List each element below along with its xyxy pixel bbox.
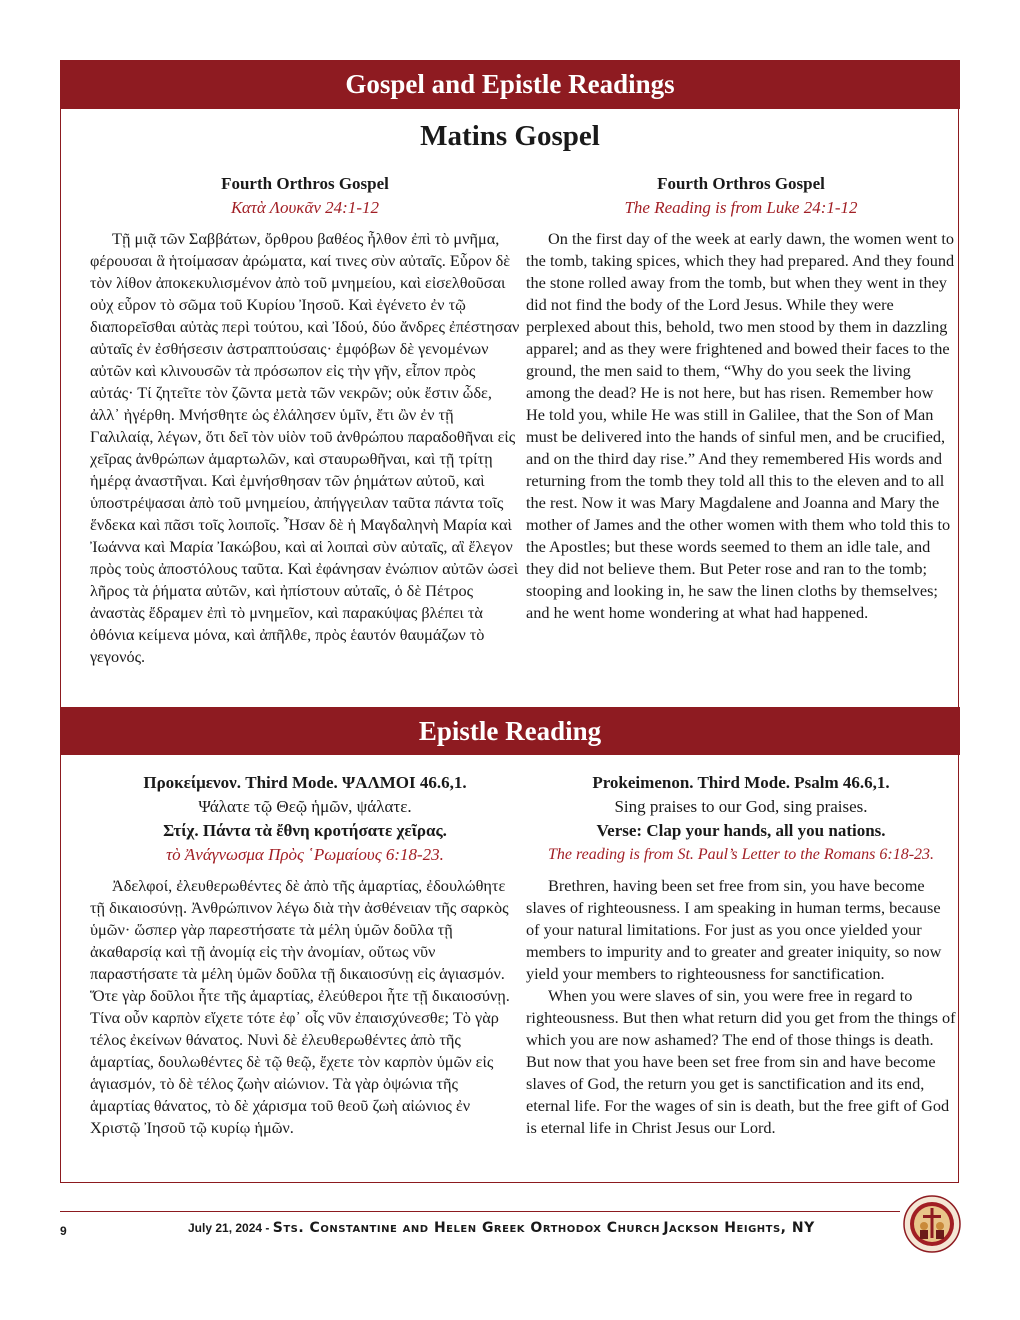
epistle-english-body-paragraph-1: Brethren, having been set free from sin, you have become slaves of righteousness. I am speaking in human terms, because of your natural limitations. For just as you once yielded your members to impurity and to greater and greater iniquity, so now yield your members to righteousness for sanctification. <box>526 876 942 983</box>
matins-gospel-title: Matins Gospel <box>420 120 600 152</box>
epistle-english-column <box>526 771 956 1139</box>
matins-greek-column <box>90 172 520 668</box>
footer-rule <box>60 1211 900 1212</box>
footer-location: Jackson Heights, NY <box>663 1220 815 1236</box>
epistle-english-reading-ref: The reading is from St. Paul’s Letter to the Romans 6:18-23. <box>547 846 935 863</box>
page-number: 9 <box>60 1224 67 1238</box>
matins-greek-subheading: Κατὰ Λουκᾶν 24:1-12 <box>231 198 379 217</box>
epistle-english-psalm-line: Sing praises to our God, sing praises. <box>614 797 868 816</box>
footer-line <box>188 1220 815 1236</box>
epistle-english-verse: Verse: Clap your hands, all you nations. <box>596 821 886 840</box>
section-banner-gospel-epistle: Gospel and Epistle Readings <box>60 60 960 109</box>
matins-english-column <box>526 172 956 624</box>
matins-greek-body: Τῇ μιᾷ τῶν Σαββάτων, ὄρθρου βαθέος ἦλθον ἐπὶ τὸ μνῆμα, φέρουσαι ἃ ἡτοίμασαν ἀρώματα, καί τινες σὺν αὐταῖς. Εὗρον δὲ τὸν λίθον ἀποκεκυλισμένον ἀπὸ τοῦ μνημείου, καὶ εἰσελθοῦσαι οὐχ εὗρον τὸ σῶμα τοῦ Κυρίου Ἰησοῦ. Καὶ ἐγένετο ἐν τῷ διαπορεῖσθαι αὐτὰς περὶ τούτου, καὶ Ἰδού, δύο ἄνδρες ἐπέστησαν αὐταῖς ἐν ἐσθήσεσιν ἀστραπτούσαις· ἐμφόβων δὲ γενομένων αὐτῶν καὶ κλινουσῶν τὰ πρόσωπον εἰς τὴν γῆν, εἶπον πρὸς αὐτάς· Τί ζητεῖτε τὸν ζῶντα μετὰ τῶν νεκρῶν; οὐκ ἔστιν ὧδε, ἀλλ᾽ ἠγέρθη. Μνήσθητε ὡς ἐλάλησεν ὑμῖν, ἔτι ὢν ἐν τῇ Γαλιλαίᾳ, λέγων, ὅτι δεῖ τὸν υἱὸν τοῦ ἀνθρώπου παραδοθῆναι εἰς χεῖρας ἀνθρώπων ἁμαρτωλῶν, καὶ σταυρωθῆναι, καὶ τῇ τρίτῃ ἡμέρᾳ ἀναστῆναι. Καὶ ἐμνήσθησαν τῶν ῥημάτων αὐτοῦ, καὶ ὑποστρέψασαι ἀπὸ τοῦ μνημείου, ἀπήγγειλαν ταῦτα πάντα τοῖς ἕνδεκα καὶ πᾶσι τοῖς λοιποῖς. Ἦσαν δὲ ἡ Μαγδαληνὴ Μαρία καὶ Ἰωάννα καὶ Μαρία Ἰακώβου, καὶ αἱ λοιπαὶ σὺν αὐταῖς, αἳ ἔλεγον πρὸς τοὺς ἀποστόλους ταῦτα. Καὶ ἐφάνησαν ἐνώπιον αὐτῶν ὡσεὶ λῆρος τὰ ῥήματα αὐτῶν, καὶ ἠπίστουν αὐταῖς, ὁ δὲ Πέτρος ἀναστὰς ἔδραμεν ἐπὶ τὸ μνημεῖον, καὶ παρακύψας βλέπει τὰ ὀθόνια κείμενα μόνα, καὶ ἀπῆλθε, πρὸς ἑαυτόν θαυμάζων τὸ γεγονός. <box>90 229 520 666</box>
footer-date: July 21, 2024 <box>188 1221 263 1235</box>
epistle-greek-psalm-line: Ψάλατε τῷ Θεῷ ἡμῶν, ψάλατε. <box>198 797 412 816</box>
epistle-greek-verse: Στίχ. Πάντα τὰ ἔθνη κροτήσατε χεῖρας. <box>163 821 447 840</box>
epistle-english-prokeimenon: Prokeimenon. Third Mode. Psalm 46.6,1. <box>592 773 890 792</box>
epistle-greek-column <box>90 771 520 1139</box>
matins-english-body: On the first day of the week at early dawn, the women went to the tomb, taking spices, which they had prepared. And they found the stone rolled away from the tomb, but when they went in they did not find the body of the Lord Jesus. While they were perplexed about this, behold, two men stood by them in dazzling apparel; and as they were frightened and bowed their faces to the ground, the men said to them, “Why do you seek the living among the dead? He is not here, but has risen. Remember how He told you, while He was still in Galilee, that the Son of Man must be delivered into the hands of sinful men, and be crucified, and on the third day rise.” And they remembered His words and returning from the tomb they told all this to the eleven and to all the rest. Now it was Mary Magdalene and Joanna and Mary the mother of James and the other women with them who told this to the Apostles; but these words seemed to them an idle tale, and they did not believe them. But Peter rose and ran to the tomb; stooping and looking in, he saw the linen cloths by themselves; and he went home wondering at what had happened. <box>526 229 955 622</box>
epistle-greek-reading-ref: τὸ Ἀνάγνωσμα Πρὸς ῾Ρωμαίους 6:18-23. <box>166 845 444 864</box>
epistle-english-body-paragraph-2: When you were slaves of sin, you were free in regard to righteousness. But then what return did you get from the things of which you are now ashamed? The end of those things is death. But now that you have been set free from sin and have become slaves of God, the return you get is sanctification and its end, eternal life. For the wages of sin is death, but the free gift of God is eternal life in Christ Jesus our Lord. <box>526 986 956 1137</box>
matins-english-heading: Fourth Orthros Gospel <box>657 174 825 193</box>
church-seal-icon <box>903 1195 961 1253</box>
epistle-greek-prokeimenon: Προκείμενον. Third Mode. ΨΑΛΜΟΙ 46.6,1. <box>143 773 467 792</box>
matins-greek-heading: Fourth Orthros Gospel <box>221 174 389 193</box>
footer-separator: - <box>265 1221 270 1235</box>
epistle-greek-body: Ἀδελφοί, ἐλευθερωθέντες δὲ ἀπὸ τῆς ἁμαρτίας, ἐδουλώθητε τῇ δικαιοσύνῃ. Ἀνθρώπινον λέγω διὰ τὴν ἀσθένειαν τῆς σαρκὸς ὑμῶν· ὥσπερ γὰρ παρεστήσατε τὰ μέλη ὑμῶν δοῦλα τῇ ἀκαθαρσίᾳ καὶ τῇ ἀνομίᾳ εἰς τὴν ἀνομίαν, οὕτως νῦν παραστήσατε τὰ μέλη ὑμῶν δοῦλα τῇ δικαιοσύνῃ εἰς ἁγιασμόν. Ὅτε γὰρ δοῦλοι ἦτε τῆς ἁμαρτίας, ἐλεύθεροι ἦτε τῇ δικαιοσύνῃ. Τίνα οὖν καρπὸν εἴχετε τότε ἐφ᾽ οἷς νῦν ἐπαισχύνεσθε; Τὸ γὰρ τέλος ἐκείνων θάνατος. Νυνὶ δὲ ἐλευθερωθέντες ἀπὸ τῆς ἁμαρτίας, δουλωθέντες δὲ τῷ θεῷ, ἔχετε τὸν καρπὸν ὑμῶν εἰς ἁγιασμόν, τὸ δὲ τέλος ζωὴν αἰώνιον. Τὰ γὰρ ὀψώνια τῆς ἁμαρτίας θάνατος, τὸ δὲ χάρισμα τοῦ θεοῦ ζωὴ αἰώνιος ἐν Χριστῷ Ἰησοῦ τῷ κυρίῳ ἡμῶν. <box>90 876 510 1137</box>
matins-english-subheading: The Reading is from Luke 24:1-12 <box>624 198 858 217</box>
section-banner-epistle: Epistle Reading <box>60 707 960 755</box>
footer-church-name: Sts. Constantine and Helen Greek Orthodox Church <box>272 1220 660 1236</box>
